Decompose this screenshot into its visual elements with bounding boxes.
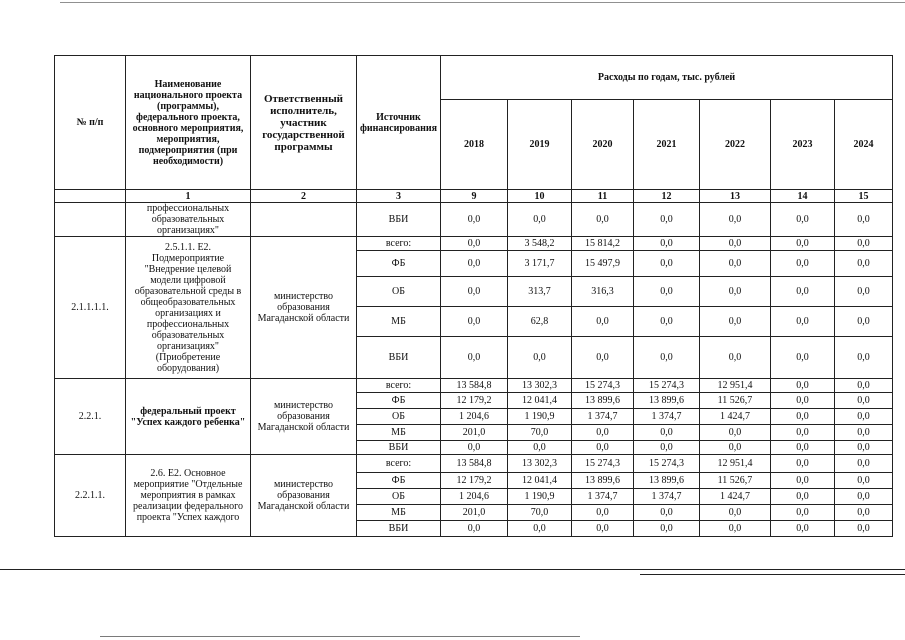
amount-cell: 0,0 [835, 393, 893, 409]
amount-cell: 70,0 [508, 505, 572, 521]
table-row [55, 237, 893, 251]
amount-cell: 1 424,7 [700, 409, 771, 425]
activity-name: профессиональных образовательных организациях" [126, 203, 251, 237]
amount-cell: 15 274,3 [634, 455, 700, 473]
amount-cell: 0,0 [634, 251, 700, 277]
column-number-blank [55, 190, 126, 203]
row-id: 2.2.1.1. [55, 455, 126, 537]
amount-cell: 0,0 [835, 277, 893, 307]
amount-cell: 0,0 [634, 441, 700, 455]
activity-name: 2.5.1.1. Е2. Подмероприятие "Внедрение целевой модели цифровой образовательной среды в общеобразовательных организациях и профессиональных образовательных организациях" (Приобретение оборудования) [126, 237, 251, 379]
amount-cell: 0,0 [835, 521, 893, 537]
amount-cell: 0,0 [441, 237, 508, 251]
amount-cell: 12 041,4 [508, 393, 572, 409]
amount-cell: 0,0 [508, 441, 572, 455]
header-year-2024: 2024 [835, 100, 893, 190]
amount-cell: 0,0 [771, 393, 835, 409]
amount-cell: 0,0 [771, 277, 835, 307]
amount-cell: 0,0 [771, 455, 835, 473]
amount-cell: 0,0 [835, 455, 893, 473]
table-row [55, 379, 893, 393]
header-name: Наименование национального проекта (программы), федерального проекта, основного мероприятия, мероприятия, подмероприятия (при необходимости) [126, 56, 251, 190]
amount-cell: 0,0 [835, 473, 893, 489]
funding-source: ФБ [357, 473, 441, 489]
amount-cell: 1 190,9 [508, 409, 572, 425]
amount-cell: 0,0 [634, 337, 700, 379]
amount-cell: 12 041,4 [508, 473, 572, 489]
amount-cell: 12 951,4 [700, 455, 771, 473]
funding-source: ФБ [357, 251, 441, 277]
column-number: 10 [508, 190, 572, 203]
row-id: 2.2.1. [55, 379, 126, 455]
funding-source: всего: [357, 379, 441, 393]
amount-cell: 1 374,7 [572, 489, 634, 505]
activity-name: 2.6. Е2. Основное мероприятие "Отдельные мероприятия в рамках реализации федерального проекта "Успех каждого [126, 455, 251, 537]
column-number: 2 [251, 190, 357, 203]
funding-source: ФБ [357, 393, 441, 409]
amount-cell: 0,0 [771, 441, 835, 455]
amount-cell: 1 204,6 [441, 489, 508, 505]
amount-cell: 1 424,7 [700, 489, 771, 505]
amount-cell: 316,3 [572, 277, 634, 307]
amount-cell: 13 899,6 [634, 393, 700, 409]
amount-cell: 0,0 [572, 337, 634, 379]
amount-cell: 0,0 [508, 203, 572, 237]
amount-cell: 0,0 [835, 379, 893, 393]
executor: министерство образования Магаданской области [251, 455, 357, 537]
activity-name: федеральный проект "Успех каждого ребенка" [126, 379, 251, 455]
header-year-2023: 2023 [771, 100, 835, 190]
amount-cell: 13 584,8 [441, 455, 508, 473]
amount-cell: 0,0 [700, 425, 771, 441]
amount-cell: 12 951,4 [700, 379, 771, 393]
amount-cell: 0,0 [700, 251, 771, 277]
funding-source: ОБ [357, 277, 441, 307]
amount-cell: 1 190,9 [508, 489, 572, 505]
amount-cell: 13 899,6 [634, 473, 700, 489]
amount-cell: 15 274,3 [572, 455, 634, 473]
amount-cell: 0,0 [634, 505, 700, 521]
amount-cell: 15 497,9 [572, 251, 634, 277]
amount-cell: 13 899,6 [572, 393, 634, 409]
scan-edge-bottom-left [0, 569, 905, 570]
amount-cell: 0,0 [634, 521, 700, 537]
amount-cell: 0,0 [634, 203, 700, 237]
amount-cell: 0,0 [441, 203, 508, 237]
row-id [55, 203, 126, 237]
funding-source: ОБ [357, 489, 441, 505]
amount-cell: 0,0 [771, 505, 835, 521]
funding-source: ВБИ [357, 337, 441, 379]
amount-cell: 13 899,6 [572, 473, 634, 489]
amount-cell: 12 179,2 [441, 473, 508, 489]
amount-cell: 0,0 [771, 409, 835, 425]
amount-cell: 62,8 [508, 307, 572, 337]
amount-cell: 13 584,8 [441, 379, 508, 393]
amount-cell: 0,0 [771, 337, 835, 379]
amount-cell: 0,0 [835, 505, 893, 521]
funding-source: всего: [357, 237, 441, 251]
executor [251, 203, 357, 237]
amount-cell: 70,0 [508, 425, 572, 441]
column-number: 15 [835, 190, 893, 203]
amount-cell: 0,0 [572, 441, 634, 455]
funding-source: ВБИ [357, 203, 441, 237]
amount-cell: 0,0 [835, 337, 893, 379]
amount-cell: 0,0 [572, 521, 634, 537]
amount-cell: 0,0 [572, 203, 634, 237]
scan-edge-bottom-right [640, 574, 905, 575]
amount-cell: 1 204,6 [441, 409, 508, 425]
amount-cell: 0,0 [441, 441, 508, 455]
amount-cell: 0,0 [441, 337, 508, 379]
column-number: 3 [357, 190, 441, 203]
row-id: 2.1.1.1.1. [55, 237, 126, 379]
funding-source: ВБИ [357, 521, 441, 537]
amount-cell: 15 274,3 [572, 379, 634, 393]
header-year-2021: 2021 [634, 100, 700, 190]
header-year-2020: 2020 [572, 100, 634, 190]
amount-cell: 0,0 [441, 307, 508, 337]
amount-cell: 0,0 [700, 203, 771, 237]
header-source: Источник финансирования [357, 56, 441, 190]
column-number: 1 [126, 190, 251, 203]
amount-cell: 11 526,7 [700, 473, 771, 489]
amount-cell: 0,0 [835, 425, 893, 441]
scan-edge-footer [100, 636, 580, 637]
header-year-2019: 2019 [508, 100, 572, 190]
amount-cell: 0,0 [508, 521, 572, 537]
amount-cell: 0,0 [835, 203, 893, 237]
funding-source: ВБИ [357, 441, 441, 455]
amount-cell: 0,0 [700, 441, 771, 455]
scan-edge-top [60, 2, 905, 3]
executor: министерство образования Магаданской области [251, 237, 357, 379]
amount-cell: 0,0 [835, 307, 893, 337]
header-num: № п/п [55, 56, 126, 190]
amount-cell: 0,0 [835, 251, 893, 277]
amount-cell: 13 302,3 [508, 379, 572, 393]
column-number: 9 [441, 190, 508, 203]
funding-source: МБ [357, 307, 441, 337]
amount-cell: 15 814,2 [572, 237, 634, 251]
amount-cell: 201,0 [441, 505, 508, 521]
amount-cell: 0,0 [771, 251, 835, 277]
amount-cell: 0,0 [771, 307, 835, 337]
amount-cell: 0,0 [572, 505, 634, 521]
header-year-2018: 2018 [441, 100, 508, 190]
amount-cell: 1 374,7 [634, 409, 700, 425]
amount-cell: 0,0 [835, 441, 893, 455]
amount-cell: 201,0 [441, 425, 508, 441]
amount-cell: 0,0 [700, 505, 771, 521]
funding-source: всего: [357, 455, 441, 473]
table-row [55, 203, 893, 237]
amount-cell: 3 548,2 [508, 237, 572, 251]
amount-cell: 0,0 [634, 425, 700, 441]
amount-cell: 13 302,3 [508, 455, 572, 473]
amount-cell: 0,0 [835, 237, 893, 251]
amount-cell: 0,0 [572, 425, 634, 441]
amount-cell: 11 526,7 [700, 393, 771, 409]
table-row [55, 455, 893, 473]
amount-cell: 0,0 [572, 307, 634, 337]
column-number: 11 [572, 190, 634, 203]
amount-cell: 0,0 [441, 521, 508, 537]
column-number: 13 [700, 190, 771, 203]
amount-cell: 12 179,2 [441, 393, 508, 409]
amount-cell: 0,0 [700, 521, 771, 537]
header-executor: Ответственный исполнитель, участник государственной программы [251, 56, 357, 190]
amount-cell: 0,0 [771, 425, 835, 441]
funding-source: МБ [357, 505, 441, 521]
funding-source: МБ [357, 425, 441, 441]
amount-cell: 0,0 [771, 489, 835, 505]
funding-source: ОБ [357, 409, 441, 425]
amount-cell: 0,0 [771, 237, 835, 251]
amount-cell: 0,0 [771, 521, 835, 537]
amount-cell: 15 274,3 [634, 379, 700, 393]
column-number: 12 [634, 190, 700, 203]
amount-cell: 313,7 [508, 277, 572, 307]
amount-cell: 0,0 [835, 409, 893, 425]
amount-cell: 1 374,7 [634, 489, 700, 505]
header-year-2022: 2022 [700, 100, 771, 190]
amount-cell: 0,0 [634, 307, 700, 337]
amount-cell: 0,0 [634, 277, 700, 307]
amount-cell: 0,0 [700, 237, 771, 251]
amount-cell: 0,0 [441, 277, 508, 307]
amount-cell: 0,0 [771, 473, 835, 489]
amount-cell: 0,0 [700, 307, 771, 337]
amount-cell: 0,0 [700, 277, 771, 307]
column-number: 14 [771, 190, 835, 203]
amount-cell: 0,0 [771, 203, 835, 237]
header-expenses: Расходы по годам, тыс. рублей [441, 56, 893, 100]
amount-cell: 0,0 [634, 237, 700, 251]
amount-cell: 0,0 [835, 489, 893, 505]
amount-cell: 0,0 [508, 337, 572, 379]
executor: министерство образования Магаданской области [251, 379, 357, 455]
amount-cell: 1 374,7 [572, 409, 634, 425]
amount-cell: 0,0 [441, 251, 508, 277]
amount-cell: 3 171,7 [508, 251, 572, 277]
budget-table [54, 55, 893, 537]
amount-cell: 0,0 [700, 337, 771, 379]
amount-cell: 0,0 [771, 379, 835, 393]
